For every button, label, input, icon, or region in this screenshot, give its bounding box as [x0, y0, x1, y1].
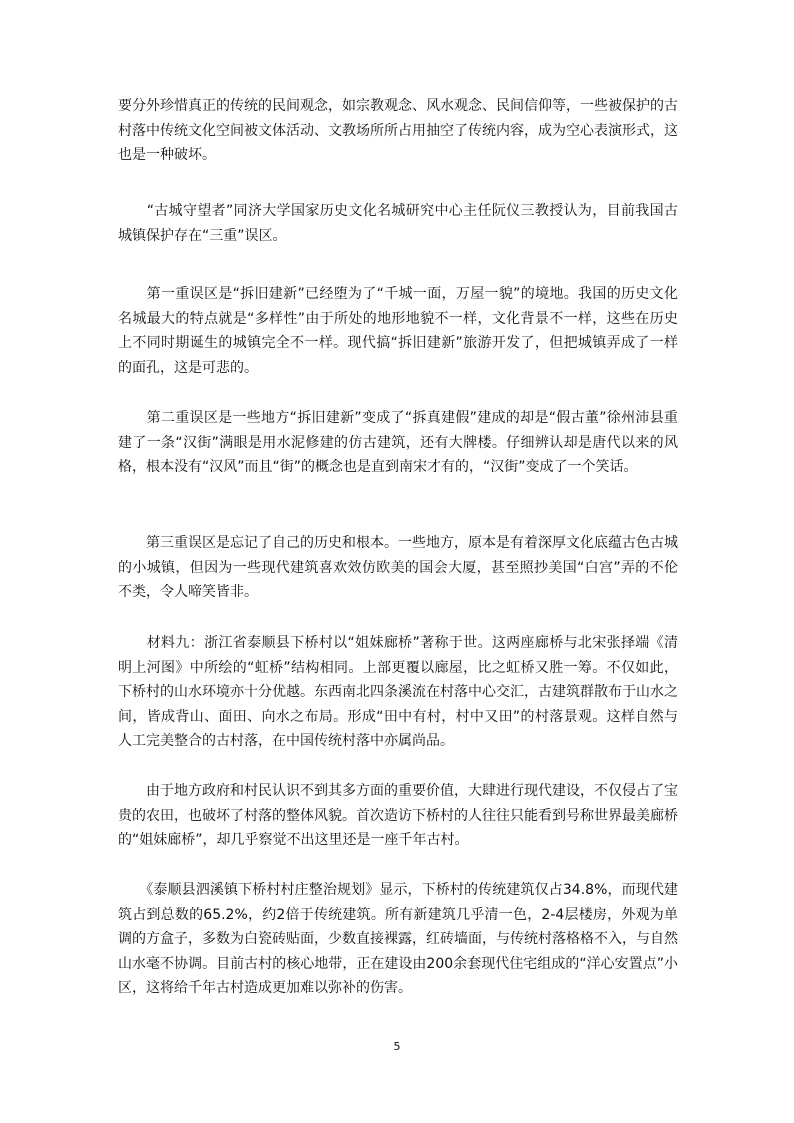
paragraph-7: 由于地方政府和村民认识不到其多方面的重要价值，大肆进行现代建设，不仅侵占了宝贵的农田，也破坏了村落的整体风貌。首次造访下桥村的人往往只能看到号称世界最美廊桥的“姐妹廊桥”，却几乎察觉不出这里还是一座千年古村。: [118, 783, 678, 848]
paragraph-6: 材料九：浙江省泰顺县下桥村以“姐妹廊桥”著称于世。这两座廊桥与北宋张择端《清明上河图》中所绘的“虹桥”结构相同。上部更覆以廊屋，比之虹桥又胜一筹。不仅如此，下桥村的山水环境亦十分优越。东西南北四条溪流在村落中心交汇，古建筑群散布于山水之间，皆成背山、面田、向水之布局。形成“田中有村，村中又田”的村落景观。这样自然与人工完美整合的古村落，在中国传统村落中亦属尚品。: [118, 635, 678, 749]
page-number: 5: [393, 1040, 401, 1053]
paragraph-3: 第一重误区是“拆旧建新”已经堕为了“千城一面，万屋一貌”的境地。我国的历史文化名城最大的特点就是“多样性”由于所处的地形地貌不一样，文化背景不一样，这些在历史上不同时期诞生的城镇完全不一样。现代搞“拆旧建新”旅游开发了，但把城镇弄成了一样的面孔，这是可悲的。: [118, 286, 678, 376]
paragraph-1: 要分外珍惜真正的传统的民间观念，如宗教观念、风水观念、民间信仰等，一些被保护的古村落中传统文化空间被文体活动、文教场所所占用抽空了传统内容，成为空心表演形式，这也是一种破坏。: [118, 98, 678, 163]
paragraph-4: 第二重误区是一些地方“拆旧建新”变成了“拆真建假”建成的却是“假古董”徐州沛县重建了一条“汉街”满眼是用水泥修建的仿古建筑，还有大牌楼。仔细辨认却是唐代以来的风格，根本没有“汉风”而且“街”的概念也是直到南宋才有的，“汉街”变成了一个笑话。: [118, 410, 678, 475]
paragraph-5: 第三重误区是忘记了自己的历史和根本。一些地方，原本是有着深厚文化底蕴古色古城的小城镇，但因为一些现代建筑喜欢效仿欧美的国会大厦，甚至照抄美国“白宫”弄的不伦不类，令人啼笑皆非。: [118, 535, 678, 600]
paragraph-8: 《泰顺县泗溪镇下桥村村庄整治规划》显示，下桥村的传统建筑仅占34.8%，而现代建筑占到总数的65.2%，约2倍于传统建筑。所有新建筑几乎清一色，2-4层楼房，外观为单调的方盒子，多数为白瓷砖贴面，少数直接裸露，红砖墙面，与传统村落格格不入，与自然山水毫不协调。目前古村的核心地带，正在建设由200余套现代住宅组成的“洋心安置点”小区，这将给千年古村造成更加难以弥补的伤害。: [118, 882, 678, 996]
paragraph-2: “古城守望者”同济大学国家历史文化名城研究中心主任阮仪三教授认为，目前我国古城镇保护存在“三重”误区。: [118, 203, 678, 244]
